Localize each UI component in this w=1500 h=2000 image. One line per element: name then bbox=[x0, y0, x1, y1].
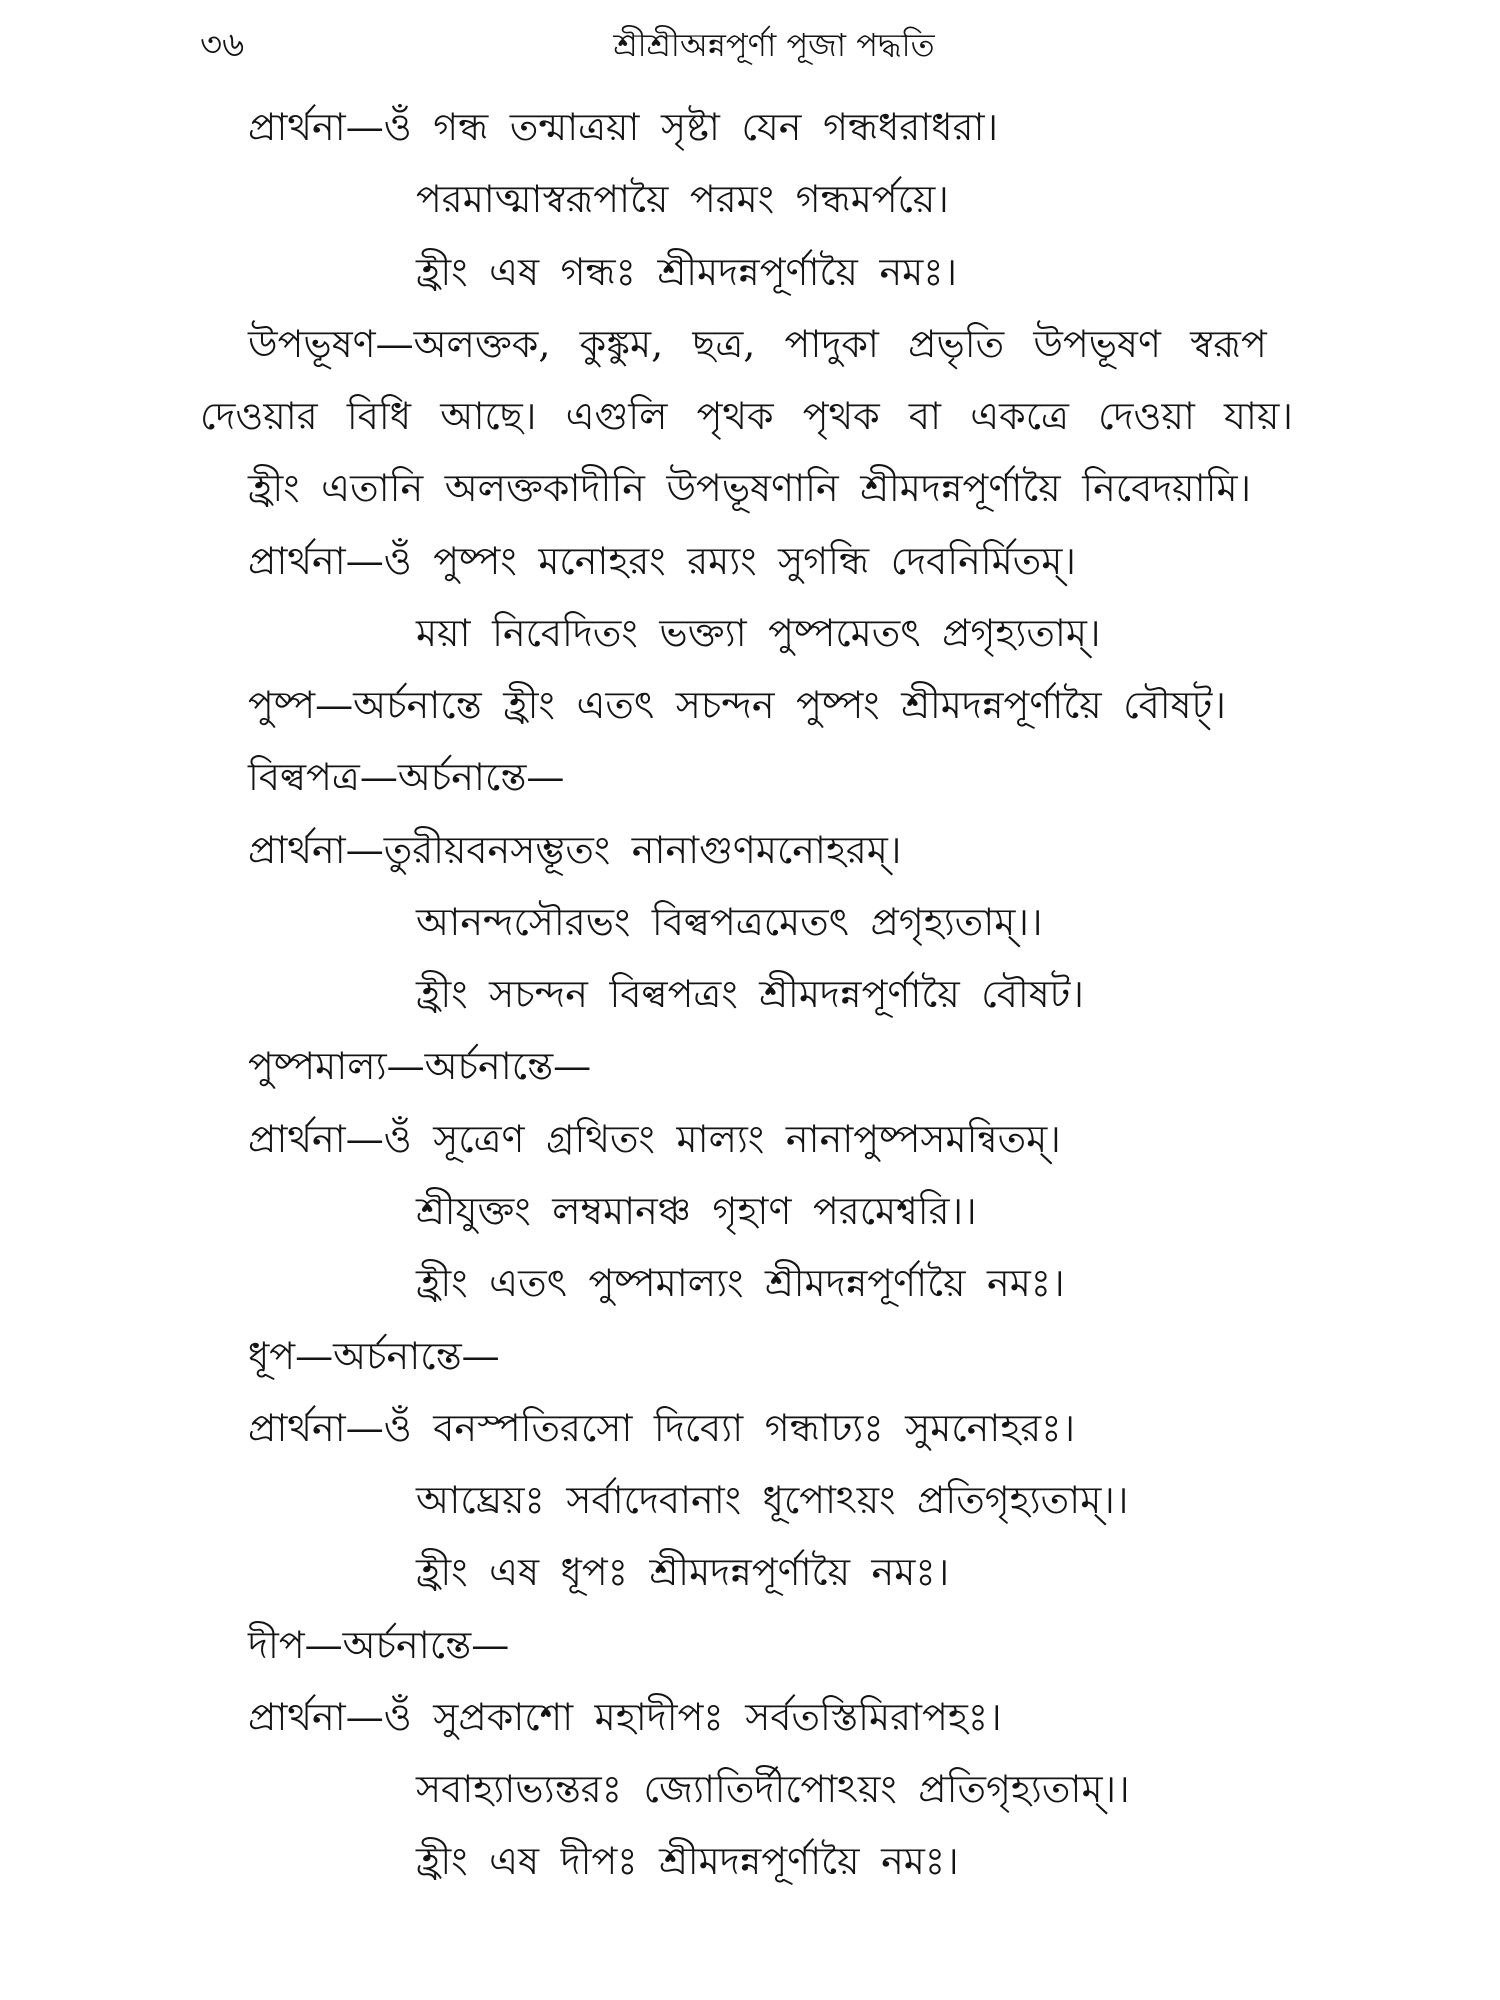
instruction-line-upabhushan: উপভূষণ—অলক্তক, কুঙ্কুম, ছত্র, পাদুকা প্রভৃতি উপভূষণ স্বরূপ bbox=[248, 321, 1267, 366]
mantra-line: হ্রীং সচন্দন বিল্বপত্রং শ্রীমদন্নপূর্ণায়ৈ বৌষট। bbox=[416, 972, 1084, 1017]
prayer-line-dhup: প্রার্থনা—ওঁ বনস্পতিরসো দিব্যো গন্ধাঢ্যঃ সুমনোহরঃ। bbox=[248, 1405, 1076, 1450]
mantra-line: হ্রীং এতানি অলক্তকাদীনি উপভূষণানি শ্রীমদন্নপূর্ণায়ৈ নিবেদয়ামি। bbox=[248, 466, 1252, 511]
section-heading-bilvapatra: বিল্বপত্র—অর্চনান্তে— bbox=[248, 755, 565, 800]
verse-line: শ্রীযুক্তং লম্বমানঞ্চ গৃহাণ পরমেশ্বরি।। bbox=[416, 1188, 977, 1233]
prayer-line-dip: প্রার্থনা—ওঁ সুপ্রকাশো মহাদীপঃ সর্বতস্তিমিরাপহঃ। bbox=[248, 1694, 1002, 1739]
section-heading-dhup: ধূপ—অর্চনান্তে— bbox=[248, 1333, 500, 1378]
offering-line-pushpa: পুষ্প—অর্চনান্তে হ্রীং এতৎ সচন্দন পুষ্পং শ্রীমদন্নপূর্ণায়ৈ বৌষট্। bbox=[248, 683, 1226, 728]
running-title: শ্রীশ্রীঅন্নপূর্ণা পূজা পদ্ধতি bbox=[613, 26, 935, 64]
page-body bbox=[0, 91, 1500, 1898]
verse-line: সবাহ্যাভ্যন্তরঃ জ্যোতির্দীপোঽয়ং প্রতিগৃহ্যতাম্।। bbox=[416, 1767, 1130, 1812]
prayer-line-pushpamalya: প্রার্থনা—ওঁ সূত্রেণ গ্রথিতং মাল্যং নানাপুষ্পসমন্বিতম্। bbox=[248, 1116, 1061, 1161]
instruction-line-continued: দেওয়ার বিধি আছে। এগুলি পৃথক পৃথক বা একত্রে দেওয়া যায়। bbox=[200, 394, 1293, 439]
mantra-line: হ্রীং এষ দীপঃ শ্রীমদন্নপূর্ণায়ৈ নমঃ। bbox=[416, 1839, 959, 1884]
verse-line: ময়া নিবেদিতং ভক্ত্যা পুষ্পমেতৎ প্রগৃহ্যতাম্। bbox=[416, 610, 1101, 655]
prayer-line-pushpa: প্রার্থনা—ওঁ পুষ্পং মনোহরং রম্যং সুগন্ধি দেবনির্মিতম্। bbox=[248, 538, 1076, 583]
mantra-line: হ্রীং এতৎ পুষ্পমাল্যং শ্রীমদন্নপূর্ণায়ৈ নমঃ। bbox=[416, 1261, 1065, 1306]
mantra-line: হ্রীং এষ গন্ধঃ শ্রীমদন্নপূর্ণায়ৈ নমঃ। bbox=[416, 249, 958, 294]
section-heading-pushpamalya: পুষ্পমাল্য—অর্চনান্তে— bbox=[248, 1044, 592, 1089]
prayer-line-gandha: প্রার্থনা—ওঁ গন্ধ তন্মাত্রয়া সৃষ্টা যেন গন্ধধরাধরা। bbox=[248, 105, 999, 149]
page-number: ৩৬ bbox=[200, 25, 245, 65]
section-heading-dip: দীপ—অর্চনান্তে— bbox=[248, 1622, 510, 1667]
verse-line: আনন্দসৌরভং বিল্বপত্রমেতৎ প্রগৃহ্যতাম্।। bbox=[416, 899, 1043, 944]
verse-line: পরমাত্মাস্বরূপায়ৈ পরমং গন্ধমর্পয়ে। bbox=[416, 177, 949, 222]
verse-line: আঘ্রেয়ঃ সর্বাদেবানাং ধূপোঽয়ং প্রতিগৃহ্যতাম্।। bbox=[416, 1478, 1129, 1523]
prayer-line-bilvapatra: প্রার্থনা—তুরীয়বনসম্ভূতং নানাগুণমনোহরম্। bbox=[248, 827, 902, 872]
mantra-line: হ্রীং এষ ধূপঃ শ্রীমদন্নপূর্ণায়ৈ নমঃ। bbox=[416, 1550, 950, 1595]
